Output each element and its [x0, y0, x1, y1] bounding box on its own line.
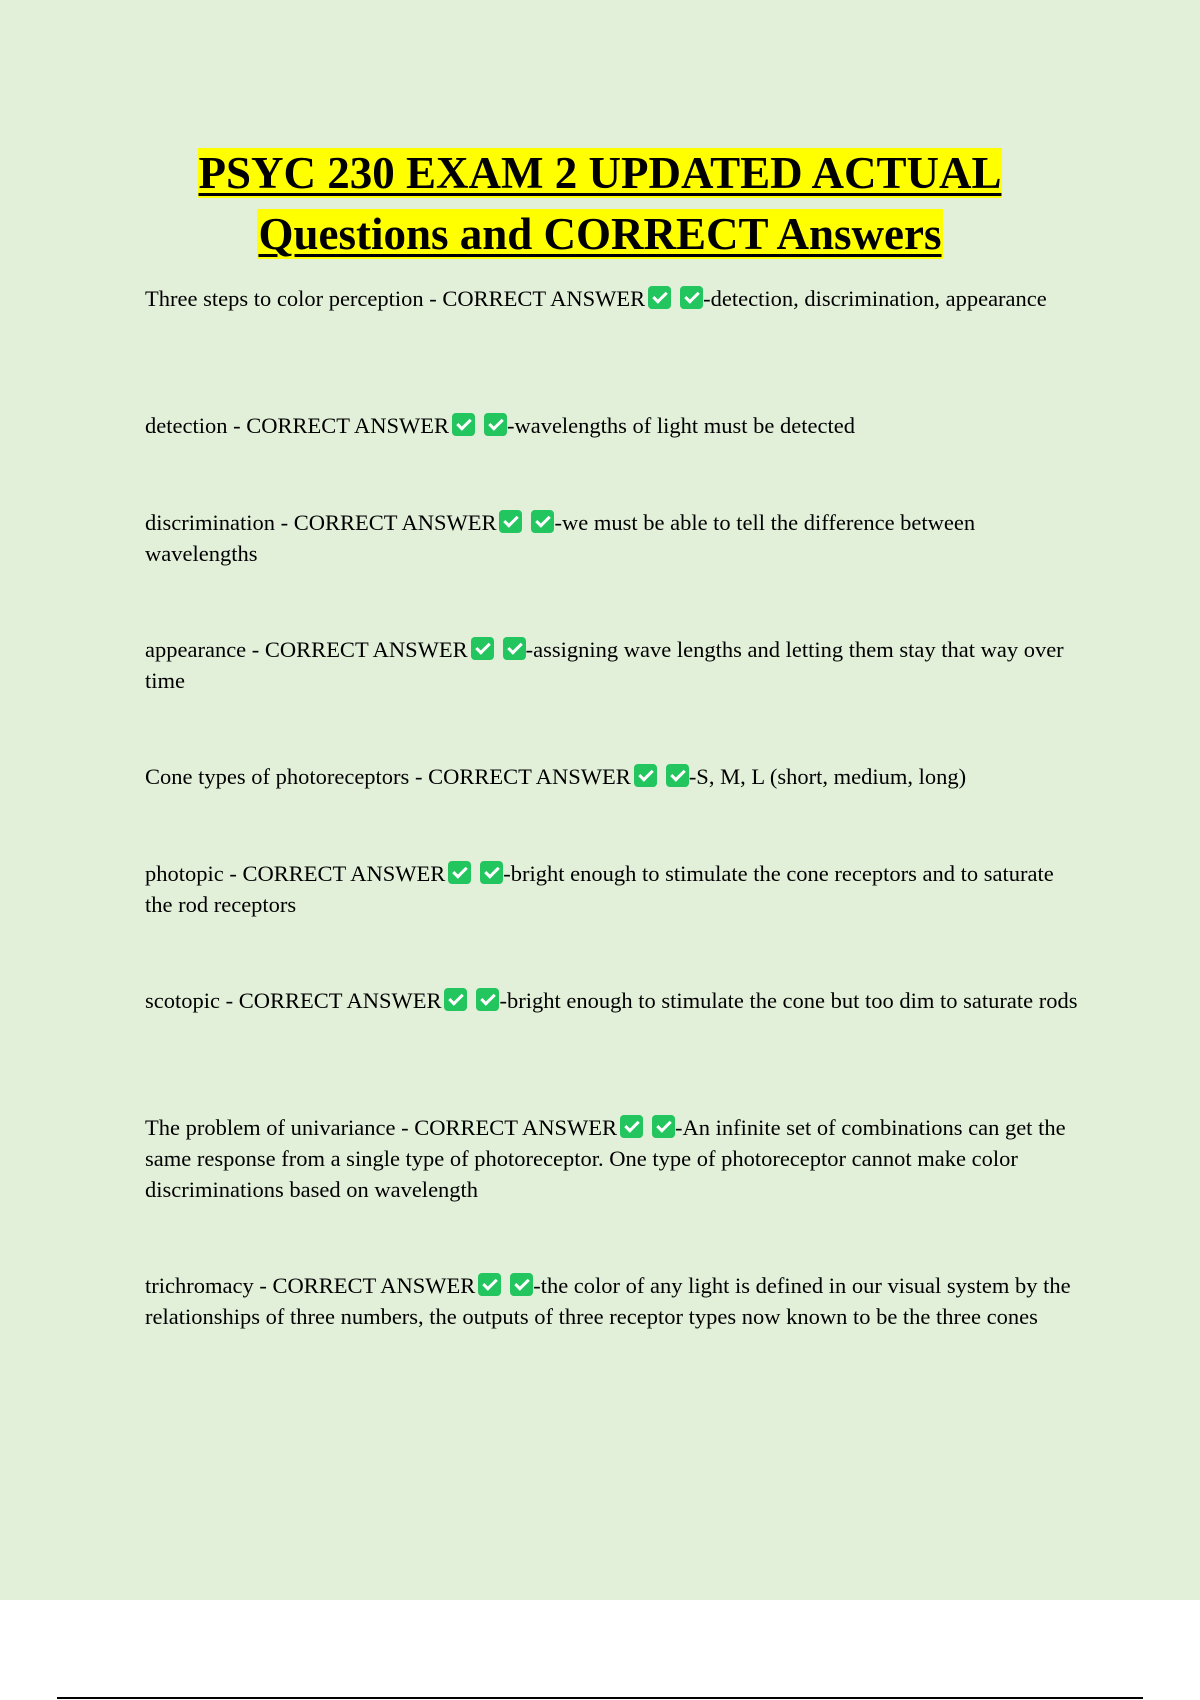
qa-answer: -detection, discrimination, appearance: [703, 286, 1047, 311]
correct-answer-label: CORRECT ANSWER: [442, 286, 646, 311]
qa-item: Three steps to color perception - CORRECT ANSWER -detection, discrimination, appearance: [145, 286, 1047, 311]
qa-term: appearance: [145, 637, 247, 662]
green-checkbox-icon: [484, 413, 507, 436]
green-checkbox-icon: [448, 861, 471, 884]
qa-item: Cone types of photoreceptors - CORRECT ANSWER -S, M, L (short, medium, long): [145, 764, 967, 789]
green-checkbox-icon: [666, 764, 689, 787]
qa-answer: -we must be able to tell the difference between wavelengths: [145, 510, 976, 566]
green-checkbox-icon: [499, 510, 522, 533]
qa-answer: -An infinite set of combinations can get the same response from a single type of photoreceptor. One type of photoreceptor cannot make color discriminations based on wavelength: [145, 1115, 1066, 1202]
green-checkbox-icon: [634, 764, 657, 787]
qa-item: discrimination - CORRECT ANSWER -we must be able to tell the difference between wavelengths: [145, 510, 976, 566]
qa-term: trichromacy: [145, 1273, 254, 1298]
correct-answer-label: CORRECT ANSWER: [414, 1115, 618, 1140]
green-checkbox-icon: [480, 861, 503, 884]
correct-answer-label: CORRECT ANSWER: [293, 510, 497, 535]
qa-answer: -the color of any light is defined in our visual system by the relationships of three numbers, the outputs of three receptor types now known to be the three cones: [145, 1273, 1071, 1329]
qa-item: photopic - CORRECT ANSWER -bright enough to stimulate the cone receptors and to saturate the rod receptors: [145, 861, 1054, 917]
footer-divider: [57, 1697, 1143, 1699]
correct-answer-label: CORRECT ANSWER: [264, 637, 468, 662]
title-line-1: PSYC 230 EXAM 2 UPDATED ACTUAL: [198, 148, 1002, 198]
qa-term: scotopic: [145, 988, 220, 1013]
document-title: [0, 143, 1200, 265]
green-checkbox-icon: [680, 286, 703, 309]
green-checkbox-icon: [476, 988, 499, 1011]
qa-term: photopic: [145, 861, 224, 886]
correct-answer-label: CORRECT ANSWER: [238, 988, 442, 1013]
qa-answer: -assigning wave lengths and letting them stay that way over time: [145, 637, 1064, 693]
qa-item: detection - CORRECT ANSWER -wavelengths of light must be detected: [145, 413, 855, 438]
qa-answer: -bright enough to stimulate the cone receptors and to saturate the rod receptors: [145, 861, 1054, 917]
correct-answer-label: CORRECT ANSWER: [246, 413, 449, 438]
qa-item: scotopic - CORRECT ANSWER -bright enough to stimulate the cone but too dim to saturate rods: [145, 988, 1078, 1013]
green-checkbox-icon: [652, 1115, 675, 1138]
correct-answer-label: CORRECT ANSWER: [242, 861, 446, 886]
green-checkbox-icon: [444, 988, 467, 1011]
green-checkbox-icon: [471, 637, 494, 660]
qa-term: Three steps to color perception: [145, 286, 424, 311]
qa-item: appearance - CORRECT ANSWER -assigning wave lengths and letting them stay that way over time: [145, 637, 1064, 693]
green-checkbox-icon: [503, 637, 526, 660]
correct-answer-label: CORRECT ANSWER: [272, 1273, 476, 1298]
green-checkbox-icon: [648, 286, 671, 309]
correct-answer-label: CORRECT ANSWER: [428, 764, 631, 789]
green-checkbox-icon: [452, 413, 475, 436]
qa-term: detection: [145, 413, 228, 438]
qa-term: The problem of univariance: [145, 1115, 396, 1140]
qa-answer: -S, M, L (short, medium, long): [688, 764, 967, 789]
qa-item: trichromacy - CORRECT ANSWER -the color of any light is defined in our visual system by the relationships of three numbers, the outputs of three receptor types now known to be the three cones: [145, 1273, 1071, 1329]
qa-item: The problem of univariance - CORRECT ANSWER -An infinite set of combinations can get the same response from a single type of photoreceptor. One type of photoreceptor cannot make color discriminations based on wavelength: [145, 1115, 1066, 1202]
qa-term: Cone types of photoreceptors: [145, 764, 410, 789]
qa-answer: -wavelengths of light must be detected: [506, 413, 855, 438]
qa-term: discrimination: [145, 510, 275, 535]
green-checkbox-icon: [478, 1273, 501, 1296]
green-checkbox-icon: [510, 1273, 533, 1296]
title-line-2: Questions and CORRECT Answers: [258, 209, 942, 259]
green-checkbox-icon: [531, 510, 554, 533]
qa-answer: -bright enough to stimulate the cone but too dim to saturate rods: [499, 988, 1078, 1013]
green-checkbox-icon: [620, 1115, 643, 1138]
